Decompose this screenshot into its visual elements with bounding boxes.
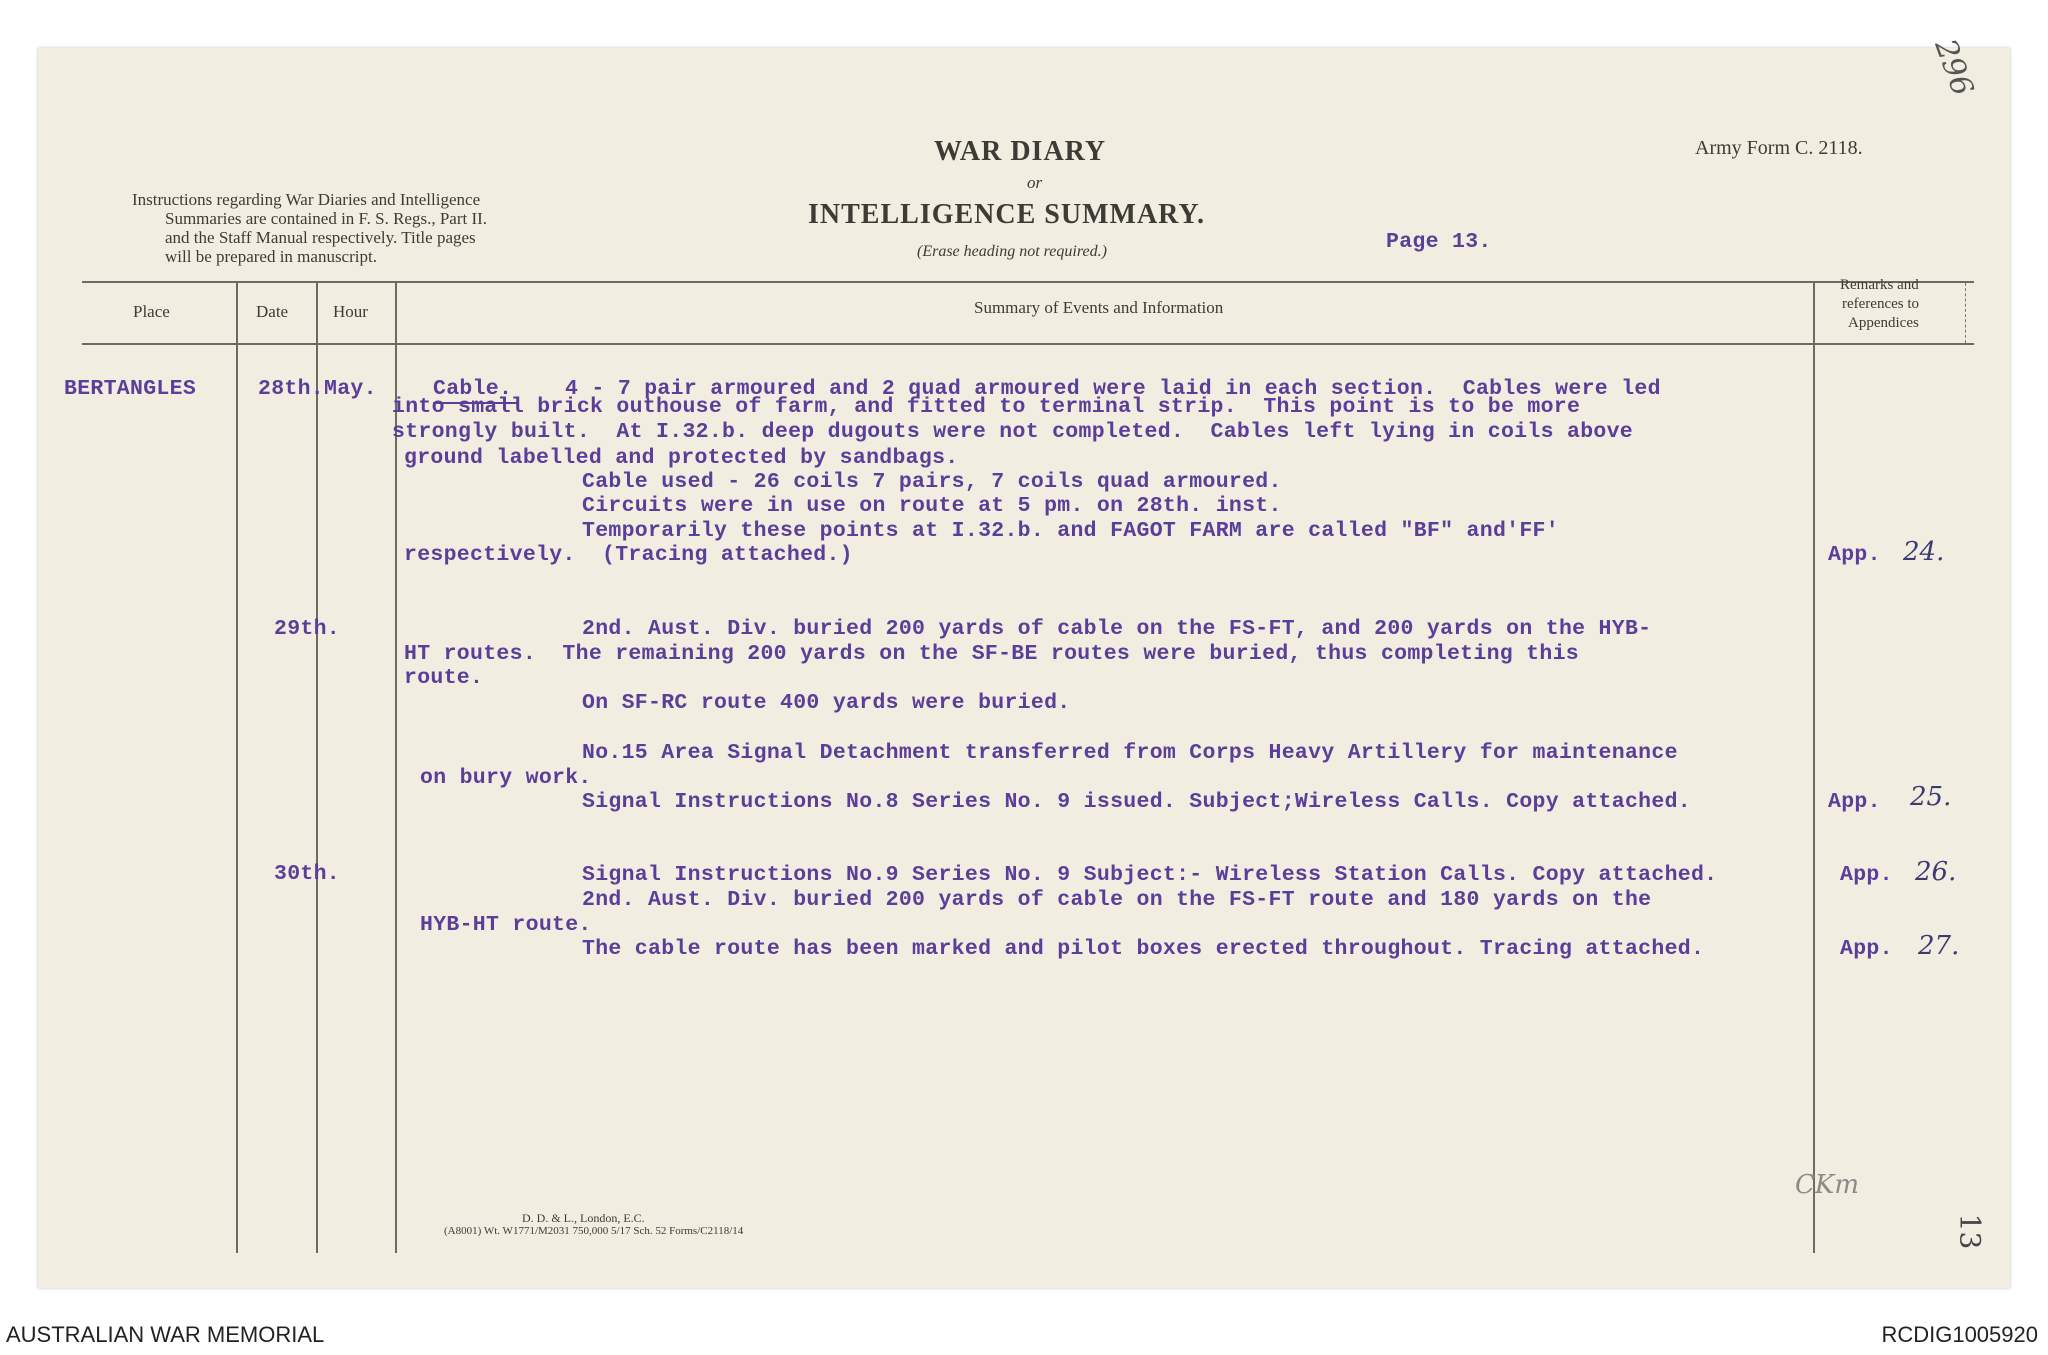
app-number: 24. [1903, 537, 1945, 567]
date-28th-may: 28th.May. [258, 377, 377, 401]
side-page-number: 13 [1953, 1213, 1987, 1250]
summary-line: HYB-HT route. [420, 913, 592, 937]
app-label: App. [1828, 790, 1881, 814]
army-form-number: Army Form C. 2118. [1695, 137, 1863, 159]
erase-note: (Erase heading not required.) [917, 243, 1107, 260]
app-label: App. [1828, 543, 1881, 567]
pencil-initials: CKm [1795, 1170, 1859, 1200]
instructions-line: will be prepared in manuscript. [165, 247, 377, 266]
date-30th: 30th. [274, 862, 341, 886]
instructions-line: and the Staff Manual respectively. Title pages [165, 228, 476, 247]
footer-institution: AUSTRALIAN WAR MEMORIAL [6, 1322, 325, 1347]
header-bottom-rule [82, 343, 1974, 345]
summary-line: route. [404, 666, 484, 690]
title-or: or [1027, 173, 1043, 192]
summary-line: 2nd. Aust. Div. buried 200 yards of cable on the FS-FT, and 200 yards on the HYB- [582, 617, 1652, 641]
remarks-header-line: Appendices [1848, 315, 1919, 331]
summary-line: Temporarily these points at I.32.b. and FAGOT FARM are called "BF" and'FF' [582, 519, 1559, 543]
place-bertangles: BERTANGLES [64, 377, 197, 401]
summary-line: Cable. 4 - 7 pair armoured and 2 quad armoured were laid in each section. Cables were led [433, 377, 1661, 401]
summary-line: Cable used - 26 coils 7 pairs, 7 coils quad armoured. [582, 470, 1282, 494]
summary-line: Signal Instructions No.8 Series No. 9 issued. Subject;Wireless Calls. Copy attached. [582, 790, 1691, 814]
summary-line: On SF-RC route 400 yards were buried. [582, 691, 1071, 715]
summary-line: No.15 Area Signal Detachment transferred from Corps Heavy Artillery for maintenance [582, 741, 1678, 765]
instructions-line: Instructions regarding War Diaries and Intelligence [132, 190, 481, 209]
title-intelligence-summary: INTELLIGENCE SUMMARY. [808, 199, 1206, 230]
column-header-date: Date [256, 302, 289, 321]
summary-line: 2nd. Aust. Div. buried 200 yards of cable on the FS-FT route and 180 yards on the [582, 888, 1652, 912]
folio-number: 296 [1927, 34, 1980, 101]
remarks-header-line: Remarks and [1840, 277, 1919, 293]
summary-line: Signal Instructions No.9 Series No. 9 Subject:- Wireless Station Calls. Copy attached. [582, 863, 1718, 887]
summary-line: strongly built. At I.32.b. deep dugouts were not completed. Cables left lying in coils above [392, 420, 1633, 444]
hour-column-rule [316, 283, 318, 1253]
column-header-place: Place [133, 302, 170, 321]
title-war-diary: WAR DIARY [934, 136, 1107, 167]
page-number: Page 13. [1386, 230, 1492, 254]
app-label: App. [1840, 863, 1893, 887]
remarks-column-rule [1813, 283, 1815, 1253]
footer-record-id: RCDIG1005920 [1881, 1322, 2038, 1347]
table-top-rule [82, 281, 1974, 283]
summary-line: The cable route has been marked and pilot boxes erected throughout. Tracing attached. [582, 937, 1705, 961]
app-number: 27. [1918, 931, 1960, 961]
right-edge-rule [1965, 283, 1966, 343]
summary-line: ground labelled and protected by sandbags. [404, 446, 959, 470]
summary-line: into small brick outhouse of farm, and fitted to terminal strip. This point is to be more [392, 395, 1581, 419]
column-header-hour: Hour [333, 302, 368, 321]
summary-line: HT routes. The remaining 200 yards on the SF-BE routes were buried, thus completing this [404, 642, 1579, 666]
column-header-summary: Summary of Events and Information [974, 298, 1224, 317]
instructions-line: Summaries are contained in F. S. Regs., Part II. [165, 209, 488, 228]
summary-line: respectively. (Tracing attached.) [404, 543, 853, 567]
date-29th: 29th. [274, 617, 341, 641]
app-label: App. [1840, 937, 1893, 961]
app-number: 26. [1915, 857, 1957, 887]
summary-line: Circuits were in use on route at 5 pm. on 28th. inst. [582, 494, 1282, 518]
remarks-header-line: references to [1842, 296, 1920, 312]
app-number: 25. [1910, 782, 1952, 812]
summary-line: on bury work. [420, 766, 592, 790]
printer-imprint-line: D. D. & L., London, E.C. [522, 1211, 645, 1225]
printer-imprint-line: (A8001) Wt. W1771/M2031 750,000 5/17 Sch. 52 Forms/C2118/14 [444, 1225, 744, 1237]
date-column-rule [236, 283, 238, 1253]
